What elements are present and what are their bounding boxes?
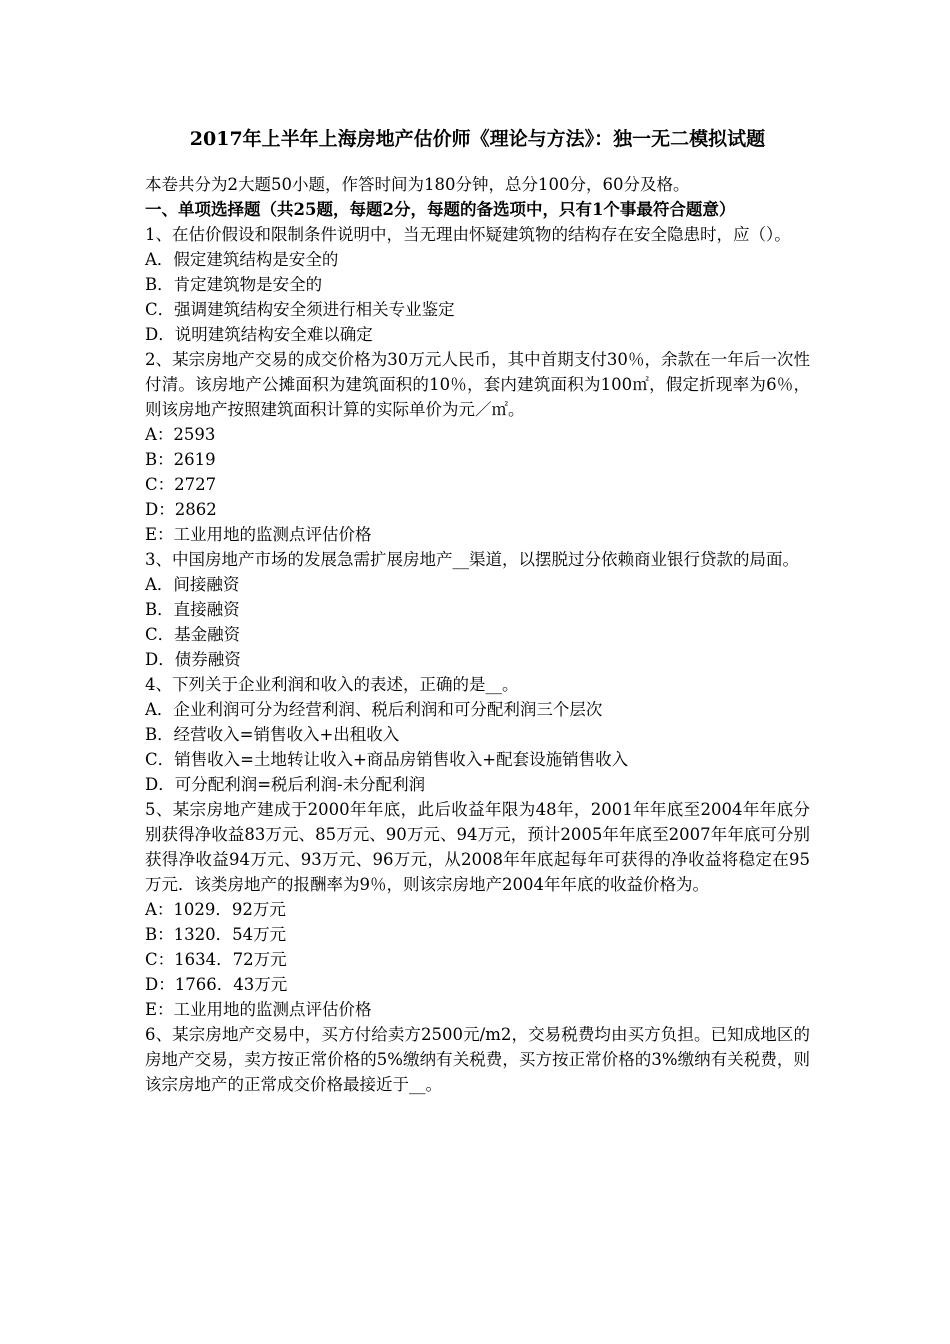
option-d: D：1766．43万元: [145, 975, 288, 994]
option-c: C．基金融资: [145, 625, 241, 644]
exam-intro: 本卷共分为2大题50小题，作答时间为180分钟，总分100分，60分及格。: [145, 175, 690, 194]
option-b: B．经营收入=销售收入+出租收入: [145, 725, 400, 744]
option-c: C：2727: [145, 475, 217, 494]
question-stem: 1、在估价假设和限制条件说明中，当无理由怀疑建筑物的结构存在安全隐患时，应（）。: [145, 225, 791, 244]
question-4: [145, 672, 810, 797]
option-a: A．假定建筑结构是安全的: [145, 250, 339, 269]
question-3: [145, 547, 810, 672]
option-a: A．间接融资: [145, 575, 240, 594]
question-1: [145, 222, 810, 347]
option-b: B．直接融资: [145, 600, 240, 619]
option-e: E：工业用地的监测点评估价格: [145, 525, 372, 544]
option-b: B：1320．54万元: [145, 925, 287, 944]
option-c: C．销售收入=土地转让收入+商品房销售收入+配套设施销售收入: [145, 750, 629, 769]
option-d: D：2862: [145, 500, 217, 519]
document-title: 2017年上半年上海房地产估价师《理论与方法》：独一无二模拟试题: [189, 128, 766, 150]
option-d: D．债券融资: [145, 650, 241, 669]
question-stem: 3、中国房地产市场的发展急需扩展房地产__渠道，以摆脱过分依赖商业银行贷款的局面。: [145, 550, 799, 569]
question-stem: 6、某宗房地产交易中，买方付给卖方2500元/m2，交易税费均由买方负担。已知成地区的房地产交易，卖方按正常价格的5%缴纳有关税费，买方按正常价格的3%缴纳有关税费，则该宗房地产的正常成交价格最接近于__。: [145, 1025, 810, 1094]
question-stem: 4、下列关于企业利润和收入的表述，正确的是__。: [145, 675, 519, 694]
option-d: D．可分配利润=税后利润-未分配利润: [145, 775, 426, 794]
question-stem: 5、某宗房地产建成于2000年年底，此后收益年限为48年，2001年年底至2004年年底分别获得净收益83万元、85万元、90万元、94万元，预计2005年年底至2007年年底可分别获得净收益94万元、93万元、96万元，从2008年年底起每年可获得的净收益将稳定在95万元．该类房地产的报酬率为9％，则该宗房地产2004年年底的收益价格为。: [145, 800, 810, 894]
option-b: B：2619: [145, 450, 216, 469]
option-b: B．肯定建筑物是安全的: [145, 275, 323, 294]
question-5: [145, 797, 810, 1022]
question-stem: 2、某宗房地产交易的成交价格为30万元人民币，其中首期支付30％，余款在一年后一次性付清。该房地产公摊面积为建筑面积的10％，套内建筑面积为100㎡，假定折现率为6％，则该房地产按照建筑面积计算的实际单价为元／㎡。: [145, 350, 810, 419]
option-c: C：1634．72万元: [145, 950, 287, 969]
option-a: A．企业利润可分为经营利润、税后利润和可分配利润三个层次: [145, 700, 603, 719]
section-heading: 一、单项选择题（共25题，每题2分，每题的备选项中，只有1个事最符合题意）: [145, 200, 736, 219]
option-a: A：2593: [145, 425, 216, 444]
option-e: E：工业用地的监测点评估价格: [145, 1000, 372, 1019]
exam-document: [145, 124, 810, 1097]
question-6: [145, 1022, 810, 1097]
question-2: [145, 347, 810, 547]
option-d: D．说明建筑结构安全难以确定: [145, 325, 373, 344]
option-a: A：1029．92万元: [145, 900, 286, 919]
option-c: C．强调建筑结构安全须进行相关专业鉴定: [145, 300, 455, 319]
